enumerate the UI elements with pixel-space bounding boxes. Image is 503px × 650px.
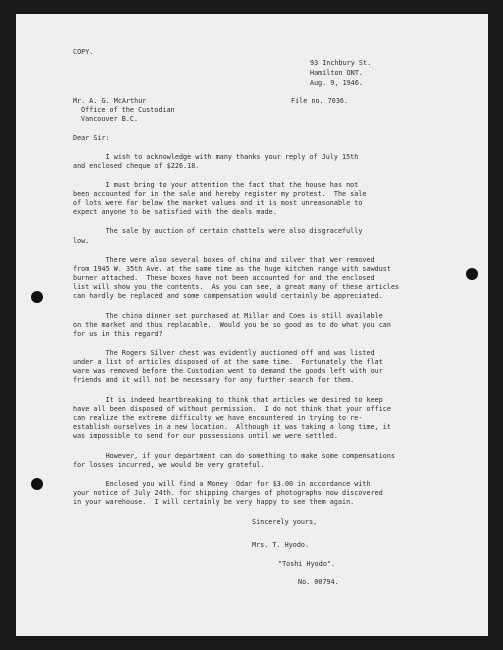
signature-quoted: "Toshi Hyodo".: [278, 560, 336, 568]
paragraph-4-line-5: can hardly be replaced and some compensation would certainly be appreciated.: [73, 292, 383, 300]
sender-address-line-2: Hamilton ONT.: [310, 69, 363, 77]
paragraph-4-line-4: list will show you the contents. As you can see, a great many of these articles: [73, 283, 400, 291]
paragraph-3-line-2: low.: [73, 237, 90, 245]
recipient-line-2: Office of the Custodian: [81, 106, 175, 114]
paragraph-6-line-1: The Rogers Silver chest was evidently auctioned off and was listed: [73, 349, 375, 357]
paragraph-9-line-3: in your warehouse. I will certainly be very happy to see them again.: [73, 498, 355, 506]
sender-address-date: Aug. 9, 1946.: [310, 79, 363, 87]
paragraph-1-line-1: I wish to acknowledge with many thanks your reply of July 15th: [73, 153, 359, 161]
paragraph-2-line-1: I must bring to your attention the fact that the house has not: [73, 181, 359, 189]
salutation: Dear Sir:: [73, 134, 110, 142]
paragraph-5-line-3: for us in this regard?: [73, 330, 163, 338]
paragraph-6-line-4: friends and it will not be necessary for any further search for them.: [73, 376, 355, 384]
punch-hole-left-lower: [31, 478, 43, 490]
punch-hole-right-upper: [466, 268, 478, 280]
paragraph-7-line-5: was impossible to send for our possessions until we were settled.: [73, 432, 338, 440]
paragraph-5-line-1: The china dinner set purchased at Millar and Coes is still available: [73, 312, 383, 320]
paragraph-2-line-2: been accounted for in the sale and hereby register my protest. The sale: [73, 190, 367, 198]
paragraph-9-line-2: your notice of July 24th. for shipping charges of photographs now discovered: [73, 489, 383, 497]
copy-mark: COPY.: [73, 48, 94, 56]
paragraph-3-line-1: The sale by auction of certain chattels were also disgracefully: [73, 227, 363, 235]
paragraph-7-line-2: have all been disposed of without permission. I do not think that your office: [73, 405, 391, 413]
paragraph-7-line-4: establish ourselves in a new location. Although it was taking a long time, it: [73, 423, 391, 431]
paragraph-6-line-2: under a list of articles disposed of at the same time. Fortunately the flat: [73, 358, 383, 366]
case-number: No. 00794.: [298, 578, 339, 586]
paragraph-9-line-1: Enclosed you will find a Money Odar for $3.00 in accordance with: [73, 480, 371, 488]
recipient-line-1: Mr. A. G. McArthur: [73, 97, 147, 105]
paragraph-4-line-1: There were also several boxes of china and silver that wer removed: [73, 256, 375, 264]
paragraph-4-line-3: burner attached. These boxes have not been accounted for and the enclosed: [73, 274, 375, 282]
paragraph-7-line-1: It is indeed heartbreaking to think that articles we desired to keep: [73, 396, 383, 404]
paragraph-6-line-3: ware was removed before the Custodian went to demand the goods left with our: [73, 367, 383, 375]
letter-page: [16, 14, 488, 636]
paragraph-8-line-2: for losses incurred, we would be very grateful.: [73, 461, 265, 469]
sender-address-line-1: 93 Inchbury St.: [310, 59, 372, 67]
paragraph-2-line-4: expect anyone to be satisfied with the deals made.: [73, 208, 277, 216]
paragraph-2-line-3: of lots were far below the market values and it is most unreasonable to: [73, 199, 363, 207]
paragraph-7-line-3: can realize the extreme difficulty we have encountered in trying to re-: [73, 414, 363, 422]
paragraph-5-line-2: on the market and thus replacable. Would you be so good as to do what you can: [73, 321, 391, 329]
paragraph-8-line-1: However, if your department can do something to make some compensations: [73, 452, 396, 460]
paragraph-1-line-2: and enclosed cheque of $226.18.: [73, 162, 200, 170]
punch-hole-left-upper: [31, 291, 43, 303]
signature-name: Mrs. T. Hyodo.: [252, 541, 310, 549]
recipient-line-3: Vancouver B.C.: [81, 115, 139, 123]
paragraph-4-line-2: from 1945 W. 35th Ave. at the same time as the huge kitchen range with sawdust: [73, 265, 391, 273]
file-number: File no. 7036.: [291, 97, 349, 105]
closing: Sincerely yours,: [252, 518, 318, 526]
